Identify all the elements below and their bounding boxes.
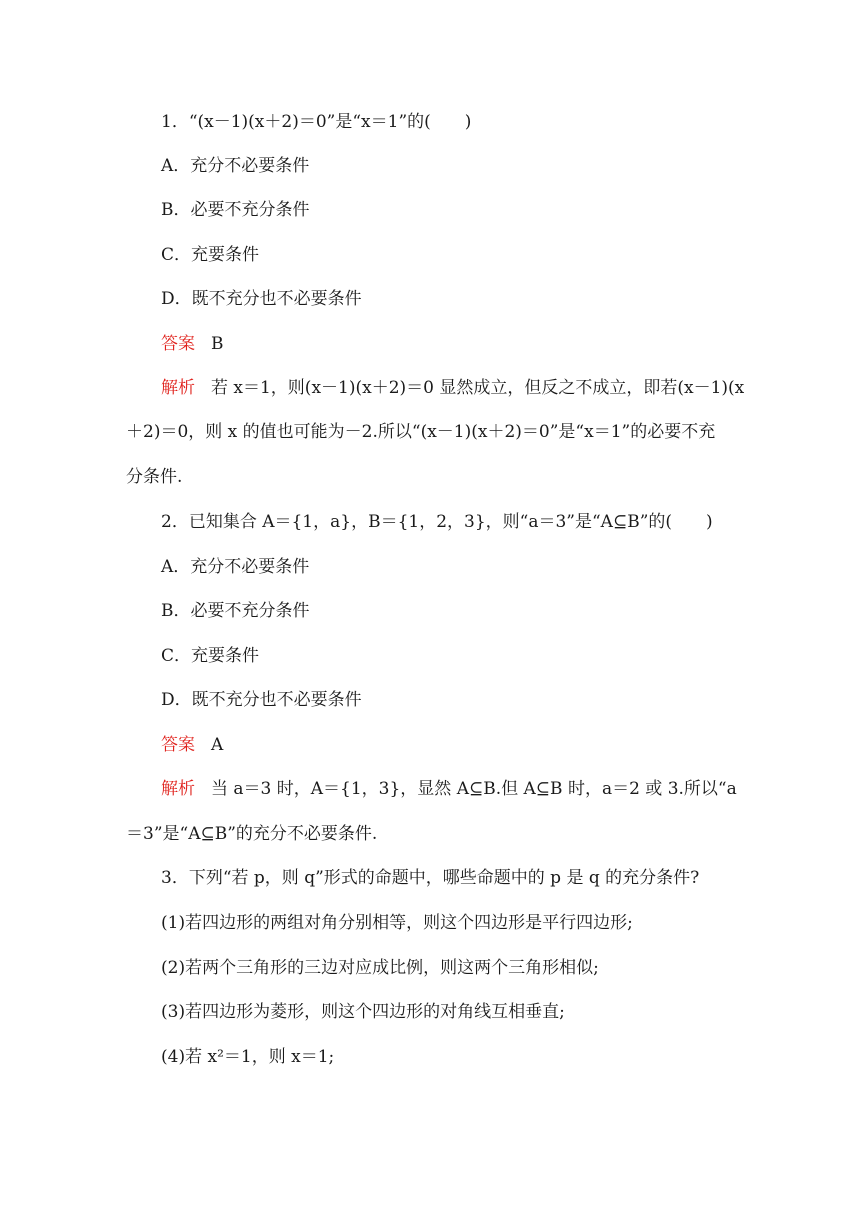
analysis-label: 解析 — [161, 378, 195, 398]
question-2-option-b: B．必要不充分条件 — [161, 601, 310, 621]
answer-value: B — [211, 334, 224, 354]
question-2-stem: 2．已知集合 A＝{1，a}，B＝{1，2，3}，则“a＝3”是“A⊆B”的( ) — [161, 512, 713, 532]
answer-label: 答案 — [161, 334, 195, 354]
question-2-option-d: D．既不充分也不必要条件 — [161, 690, 362, 710]
question-1-analysis-line-1 — [161, 376, 744, 400]
question-1-stem: 1．“(x－1)(x＋2)＝0”是“x＝1”的( ) — [161, 112, 472, 132]
question-3-item-4: (4)若 x²＝1，则 x＝1; — [161, 1047, 335, 1067]
analysis-label: 解析 — [161, 779, 195, 799]
question-1-analysis-line-3: 分条件. — [126, 467, 183, 487]
answer-value: A — [211, 735, 224, 755]
question-2-option-a: A．充分不必要条件 — [161, 557, 310, 577]
question-3-item-1: (1)若四边形的两组对角分别相等，则这个四边形是平行四边形; — [161, 913, 633, 933]
question-2-analysis-line-2: ＝3”是“A⊆B”的充分不必要条件. — [126, 824, 378, 844]
question-1-option-a: A．充分不必要条件 — [161, 156, 310, 176]
question-3-item-3: (3)若四边形为菱形，则这个四边形的对角线互相垂直; — [161, 1002, 565, 1022]
analysis-text: 当 a＝3 时，A＝{1，3}，显然 A⊆B.但 A⊆B 时，a＝2 或 3.所以“a — [211, 779, 737, 799]
question-2-option-c: C．充要条件 — [161, 646, 260, 666]
analysis-text: 若 x＝1，则(x－1)(x＋2)＝0 显然成立，但反之不成立，即若(x－1)(x — [211, 378, 745, 398]
question-1-analysis-line-2: ＋2)＝0，则 x 的值也可能为－2.所以“(x－1)(x＋2)＝0”是“x＝1”的必要不充 — [126, 422, 716, 442]
question-1-option-c: C．充要条件 — [161, 245, 260, 265]
question-1-answer — [161, 332, 224, 356]
answer-label: 答案 — [161, 735, 195, 755]
question-3-item-2: (2)若两个三角形的三边对应成比例，则这两个三角形相似; — [161, 958, 599, 978]
question-1-option-d: D．既不充分也不必要条件 — [161, 289, 362, 309]
question-2-analysis-line-1 — [161, 777, 737, 801]
question-3-stem: 3．下列“若 p，则 q”形式的命题中，哪些命题中的 p 是 q 的充分条件? — [161, 868, 700, 888]
question-2-answer — [161, 733, 223, 757]
question-1-option-b: B．必要不充分条件 — [161, 200, 310, 220]
